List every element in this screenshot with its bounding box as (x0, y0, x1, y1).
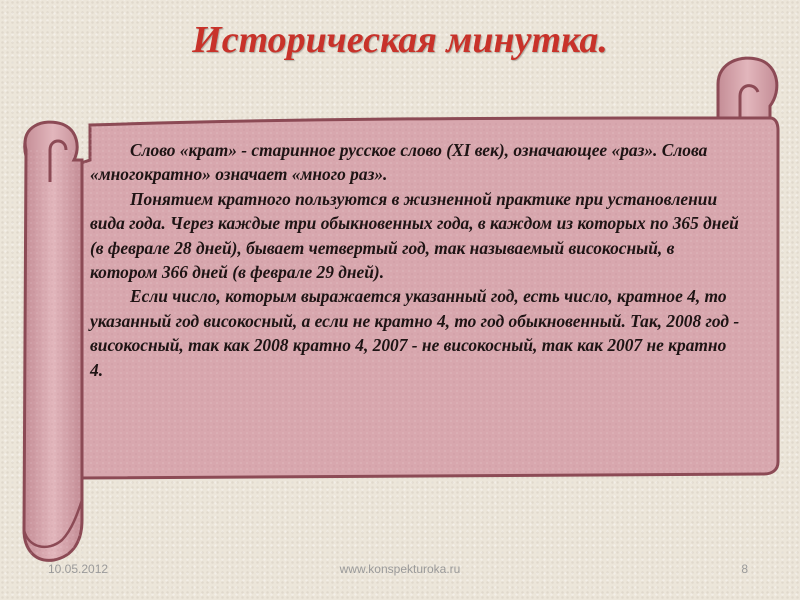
paragraph-3: Если число, которым выражается указанный год, есть число, кратное 4, то указанный год високосный, а если не кратно 4, то год обыкновенный. Так, 2008 год - високосный, так как 2008 кратно 4, 2007 - не високосный, так как 2007 не кратно 4. (90, 286, 740, 380)
slide-title: Историческая минутка. (192, 19, 608, 61)
footer-url: www.konspekturoka.ru (339, 562, 461, 576)
paragraph-1: Слово «крат» - старинное русское слово (XI век), означающее «раз». Слова «многократно» означает «много раз». (90, 140, 708, 185)
scroll-top-roll (718, 58, 777, 118)
paragraph-2: Понятием кратного пользуются в жизненной практике при установлении вида года. Через каждые три обыкновенных года, в каждом из которых по 365 дней (в феврале 28 дней), бывает четвертый год, так называемый високосный, в котором 366 дней (в феврале 29 дней). (90, 188, 739, 283)
history-text (90, 138, 742, 382)
page-number: 8 (741, 562, 748, 576)
footer-date: 10.05.2012 (48, 562, 109, 576)
